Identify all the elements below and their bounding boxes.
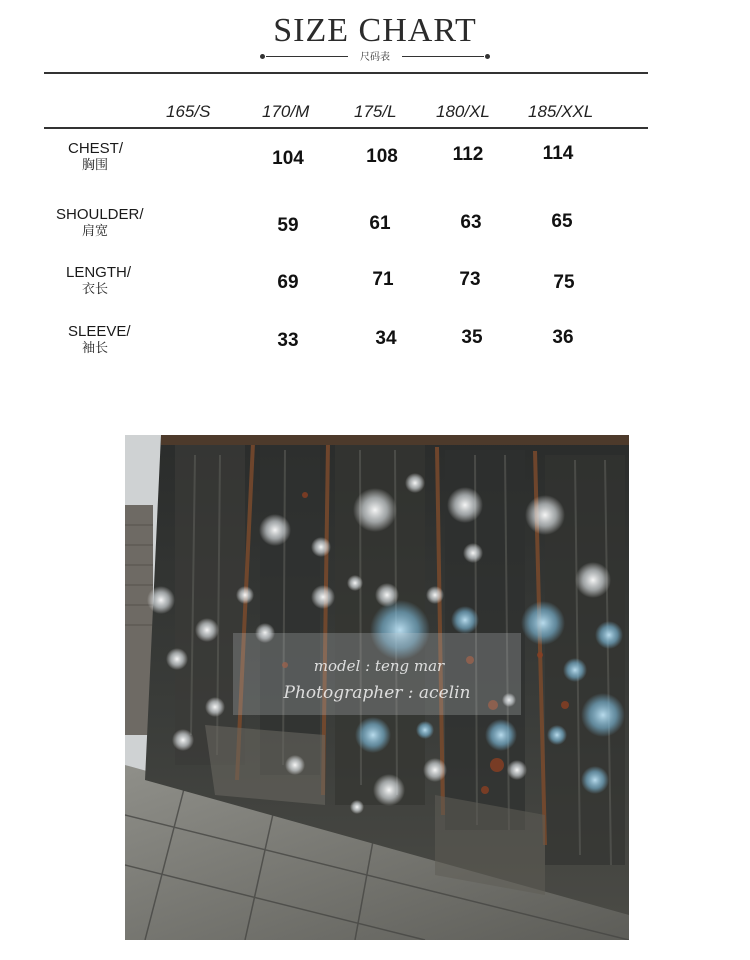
row-label-chest <box>68 140 123 174</box>
row-label-en: CHEST/ <box>68 140 124 157</box>
photographer-credit: Photographer : acelin <box>283 683 471 703</box>
table-cell: 104 <box>272 148 304 169</box>
row-label-cn: 肩宽 <box>82 224 109 239</box>
subtitle-ornament <box>256 48 494 64</box>
size-column-header: 165/S <box>166 102 211 121</box>
table-cell: 35 <box>461 327 483 348</box>
table-cell: 69 <box>277 272 299 293</box>
row-label-shoulder <box>56 206 144 240</box>
table-cell: 108 <box>366 146 398 167</box>
size-column-header: 175/L <box>354 102 397 121</box>
row-label-sleeve <box>68 323 131 357</box>
row-label-cn: 衣长 <box>82 282 109 297</box>
table-cell: 114 <box>542 143 574 164</box>
table-cell: 61 <box>369 213 391 234</box>
table-cell: 34 <box>375 328 397 349</box>
table-cell: 71 <box>372 269 394 290</box>
table-cell: 75 <box>553 272 575 293</box>
table-cell: 36 <box>552 327 574 348</box>
ornament-dot-right <box>485 54 490 59</box>
table-cell: 73 <box>459 269 481 290</box>
size-column-header: 170/M <box>262 102 310 121</box>
model-photo <box>125 435 629 940</box>
table-cell: 33 <box>277 330 299 351</box>
table-cell: 112 <box>452 144 484 165</box>
row-label-en: LENGTH/ <box>66 264 132 281</box>
row-label-cn: 胸围 <box>82 158 109 173</box>
size-chart-subtitle: 尺码表 <box>360 52 390 63</box>
ornament-line-right <box>402 56 484 57</box>
row-label-length <box>66 264 131 298</box>
row-label-en: SLEEVE/ <box>68 323 131 340</box>
model-credit: model : teng mar <box>313 657 445 675</box>
table-cell: 63 <box>460 212 482 233</box>
header-divider <box>44 127 648 129</box>
size-column-header: 185/XXL <box>528 102 594 121</box>
size-chart-title: SIZE CHART <box>273 12 477 49</box>
row-label-cn: 袖长 <box>82 341 109 356</box>
table-cell: 65 <box>551 211 573 232</box>
size-column-header: 180/XL <box>436 102 490 121</box>
row-label-en: SHOULDER/ <box>56 206 144 223</box>
top-divider <box>44 72 648 74</box>
table-cell: 59 <box>277 215 299 236</box>
